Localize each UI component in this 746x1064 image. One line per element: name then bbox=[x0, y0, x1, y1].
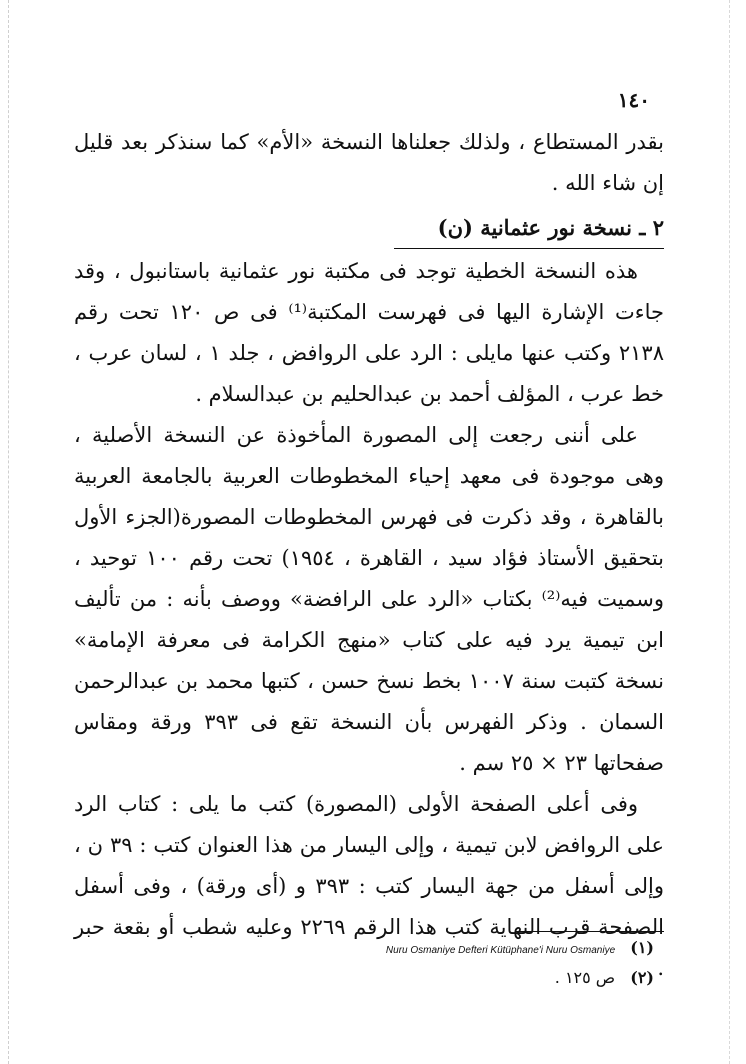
footnotes bbox=[74, 934, 654, 991]
footnote-2-text: ص ١٢٥ . bbox=[554, 968, 616, 987]
page-number: ١٤٠ bbox=[617, 88, 650, 112]
section-heading: ٢ ـ نسخة نور عثمانية (ن) bbox=[394, 208, 664, 249]
footnote-2-number: (٢) bbox=[630, 968, 654, 987]
scan-edge-right bbox=[729, 0, 732, 1064]
footnote-1 bbox=[74, 934, 654, 964]
paragraph-3: وفى أعلى الصفحة الأولى (المصورة) كتب ما يلى : كتاب الرد على الروافض لابن تيمية ، وإلى اليسار من هذا العنوان كتب : ٣٩ ن ، وإلى أسفل من جهة اليسار كتب : ٣٩٣ و (أى ورقة) ، وفى أسفل الصفحة قرب النهاية كتب هذا الرقم ٢٢٦٩ وعليه شطب أو بقعة حبر . bbox=[74, 792, 664, 980]
footnote-1-text: Nuru Osmaniye Defteri Kütüphane'i Nuru Osmaniye bbox=[385, 945, 616, 956]
footnote-divider bbox=[516, 931, 664, 932]
scan-edge-left bbox=[8, 0, 11, 1064]
footnote-1-number: (١) bbox=[630, 938, 654, 957]
paragraph-continuation: بقدر المستطاع ، ولذلك جعلناها النسخة «الأم» كما سنذكر بعد قليل إن شاء الله . bbox=[74, 130, 664, 195]
paragraph-1: هذه النسخة الخطية توجد فى مكتبة نور عثمانية باستانبول ، وقد جاءت الإشارة اليها فى فهرست المكتبة⁽¹⁾ فى ص ١٢٠ تحت رقم ٢١٣٨ وكتب عنها مايلى : الرد على الروافض ، جلد ١ ، لسان عرب ، خط عرب ، المؤلف أحمد بن عبدالحليم بن عبدالسلام . bbox=[74, 259, 665, 406]
footnote-2 bbox=[74, 964, 654, 991]
paragraph-2: على أننى رجعت إلى المصورة المأخوذة عن النسخة الأصلية ، وهى موجودة فى معهد إحياء المخطوطات العربية بالجامعة العربية بالقاهرة ، وقد ذكرت فى فهرس المخطوطات المصورة(الجزء الأول بتحقيق الأستاذ فؤاد سيد ، القاهرة ، ١٩٥٤) تحت رقم ١٠٠ توحيد ، وسميت فيه⁽²⁾ بكتاب «الرد على الرافضة» ووصف بأنه : من تأليف ابن تيمية يرد فيه على كتاب «منهج الكرامة فى معرفة الإمامة» نسخة كتبت سنة ١٠٠٧ بخط نسخ حسن ، كتبها محمد بن عبدالرحمن السمان . وذكر الفهرس بأن النسخة تقع فى ٣٩٣ ورقة ومقاس صفحاتها ٢٣ × ٢٥ سم . bbox=[74, 423, 664, 775]
main-text bbox=[74, 122, 664, 989]
